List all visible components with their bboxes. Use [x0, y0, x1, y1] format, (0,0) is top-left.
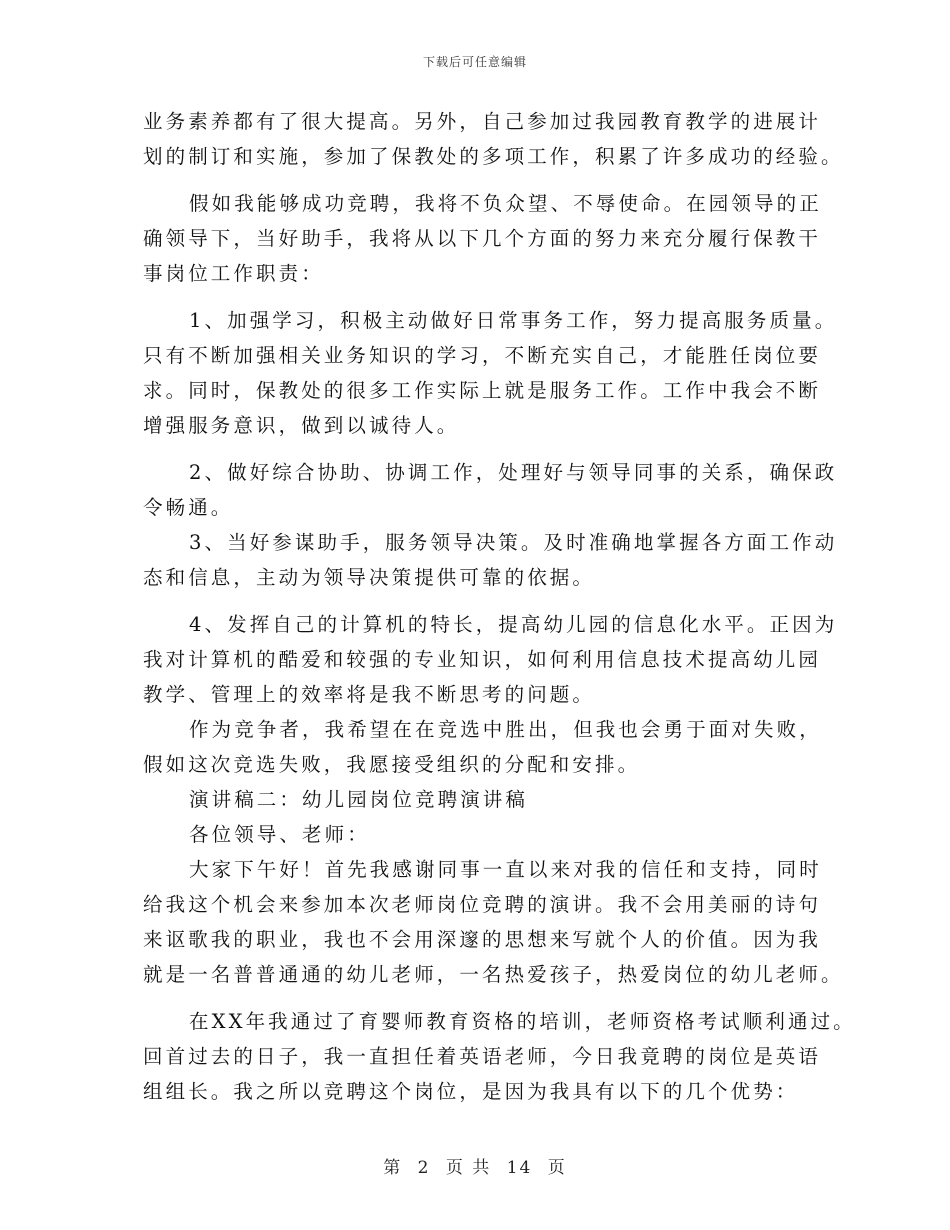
footer-prefix: 第 [383, 1158, 403, 1178]
text-line: 作为竞争者，我希望在在竞选中胜出，但我也会勇于面对失败， [189, 718, 822, 741]
text-line: 4、发挥自己的计算机的特长，提高幼儿园的信息化水平。正因为 [189, 613, 838, 636]
text-line: 假如我能够成功竞聘，我将不负众望、不辱使命。在园领导的正 [189, 192, 822, 215]
text-line: 1、加强学习，积极主动做好日常事务工作，努力提高服务质量。 [189, 309, 838, 332]
text-line: 增强服务意识，做到以诚待人。 [143, 414, 460, 437]
total-pages: 14 [506, 1158, 533, 1178]
text-line: 我对计算机的酷爱和较强的专业知识，如何利用信息技术提高幼儿园 [143, 648, 822, 671]
text-line: 确领导下，当好助手，我将从以下几个方面的努力来充分履行保教干 [143, 227, 822, 250]
text-line: 就是一名普普通通的幼儿老师，一名热爱孩子，热爱岗位的幼儿老师。 [143, 963, 844, 986]
text-line: 演讲稿二：幼儿园岗位竞聘演讲稿 [189, 788, 529, 811]
text-line: 在XX年我通过了育婴师教育资格的培训，老师资格考试顺利通过。 [189, 1010, 856, 1033]
text-line: 求。同时，保教处的很多工作实际上就是服务工作。工作中我会不断 [143, 379, 822, 402]
text-line: 令畅通。 [143, 496, 234, 519]
text-line: 各位领导、老师： [189, 823, 370, 846]
text-line: 2、做好综合协助、协调工作，处理好与领导同事的关系，确保政 [189, 461, 838, 484]
page-number: 2 [417, 1158, 431, 1178]
text-line: 业务素养都有了很大提高。另外，自己参加过我园教育教学的进展计 [143, 110, 822, 133]
text-line: 给我这个机会来参加本次老师岗位竞聘的演讲。我不会用美丽的诗句 [143, 893, 822, 916]
text-line: 来讴歌我的职业，我也不会用深邃的思想来写就个人的价值。因为我 [143, 928, 822, 951]
text-line: 划的制订和实施，参加了保教处的多项工作，积累了许多成功的经验。 [143, 145, 844, 168]
text-line: 组组长。我之所以竞聘这个岗位，是因为我具有以下的几个优势： [143, 1080, 799, 1103]
text-line: 事岗位工作职责： [143, 262, 324, 285]
text-line: 3、当好参谋助手，服务领导决策。及时准确地掌握各方面工作动 [189, 531, 838, 554]
footer-middle: 页 共 [445, 1158, 492, 1178]
text-line: 假如这次竞选失败，我愿接受组织的分配和安排。 [143, 753, 641, 776]
text-line: 只有不断加强相关业务知识的学习，不断充实自己，才能胜任岗位要 [143, 344, 822, 367]
page-header-note: 下载后可任意编辑 [422, 55, 527, 69]
text-line: 教学、管理上的效率将是我不断思考的问题。 [143, 683, 596, 706]
text-line: 态和信息，主动为领导决策提供可靠的依据。 [143, 566, 596, 589]
text-line: 回首过去的日子，我一直担任着英语老师，今日我竟聘的岗位是英语 [143, 1045, 822, 1068]
text-line: 大家下午好！首先我感谢同事一直以来对我的信任和支持，同时 [189, 858, 822, 881]
page-footer [0, 1153, 950, 1178]
footer-suffix: 页 [547, 1158, 567, 1178]
